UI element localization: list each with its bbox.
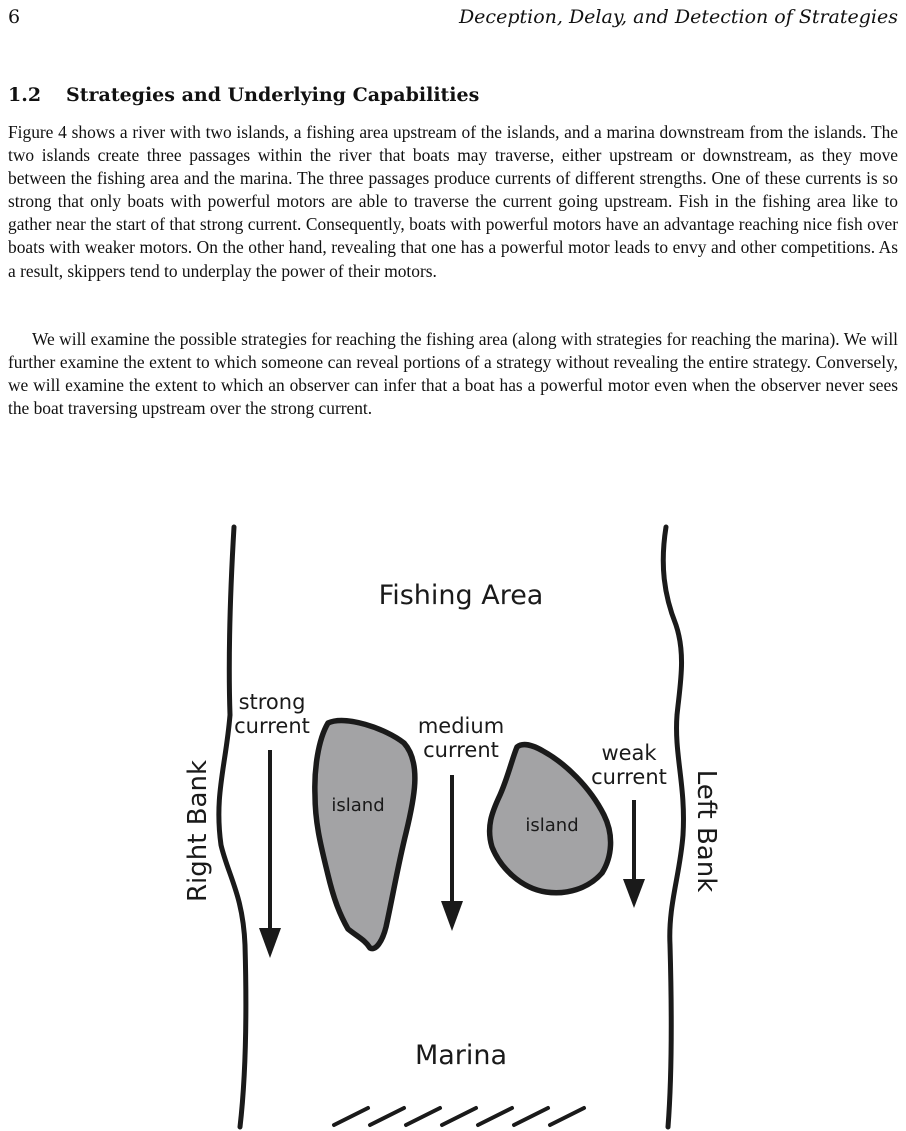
marina-label: Marina	[414, 1040, 508, 1071]
strong-current-label-line1: strong	[238, 690, 306, 714]
right-bank-label: Right Bank	[183, 759, 213, 903]
fishing-area-label: Fishing Area	[378, 580, 544, 611]
river-figure	[0, 515, 906, 1131]
weak-current-arrowhead	[623, 879, 645, 908]
right-bank-line	[219, 527, 246, 1127]
running-title: Deception, Delay, and Detection of Strategies	[458, 6, 898, 28]
section-number: 1.2	[8, 84, 42, 106]
paragraph-2: We will examine the possible strategies for reaching the fishing area (along with strategies for reaching the marina). We will further examine the extent to which someone can reveal portions of a strategy without revealing the entire strategy. Conversely, we will examine the extent to which an observer can infer that a boat has a powerful motor even when the observer never sees the boat traversing upstream over the strong current.	[8, 329, 898, 419]
left-island-label: island	[331, 795, 385, 816]
section-title	[8, 84, 479, 106]
medium-current-arrowhead	[441, 901, 463, 931]
left-bank-label: Left Bank	[691, 769, 721, 893]
medium-current-label-line2: current	[423, 738, 499, 762]
page-header	[8, 6, 898, 32]
strong-current-arrowhead	[259, 928, 281, 958]
medium-current-label-line1: medium	[417, 714, 505, 738]
marina-docks	[334, 1108, 584, 1125]
strong-current-label-line2: current	[234, 714, 310, 738]
weak-current-label-line2: current	[591, 765, 667, 789]
left-bank-line	[663, 527, 683, 1127]
page-number: 6	[8, 6, 21, 28]
weak-current-label-line1: weak	[601, 741, 657, 765]
river-diagram	[0, 515, 906, 1131]
right-island-label: island	[525, 815, 579, 836]
left-island	[315, 721, 415, 949]
section-title-text: Strategies and Underlying Capabilities	[66, 84, 480, 106]
paragraph-1: Figure 4 shows a river with two islands, a fishing area upstream of the islands, and a marina downstream from the islands. The two islands create three passages within the river that boats may traverse, either upstream or downstream, as they move between the fishing area and the marina. The three passages produce currents of different strengths. One of these currents is so strong that only boats with powerful motors are able to traverse the current going upstream. Fish in the fishing area like to gather near the start of that strong current. Consequently, boats with powerful motors have an advantage reaching nice fish over boats with weaker motors. On the other hand, revealing that one has a powerful motor leads to envy and other competitions. As a result, skippers tend to underplay the power of their motors.	[8, 122, 898, 281]
